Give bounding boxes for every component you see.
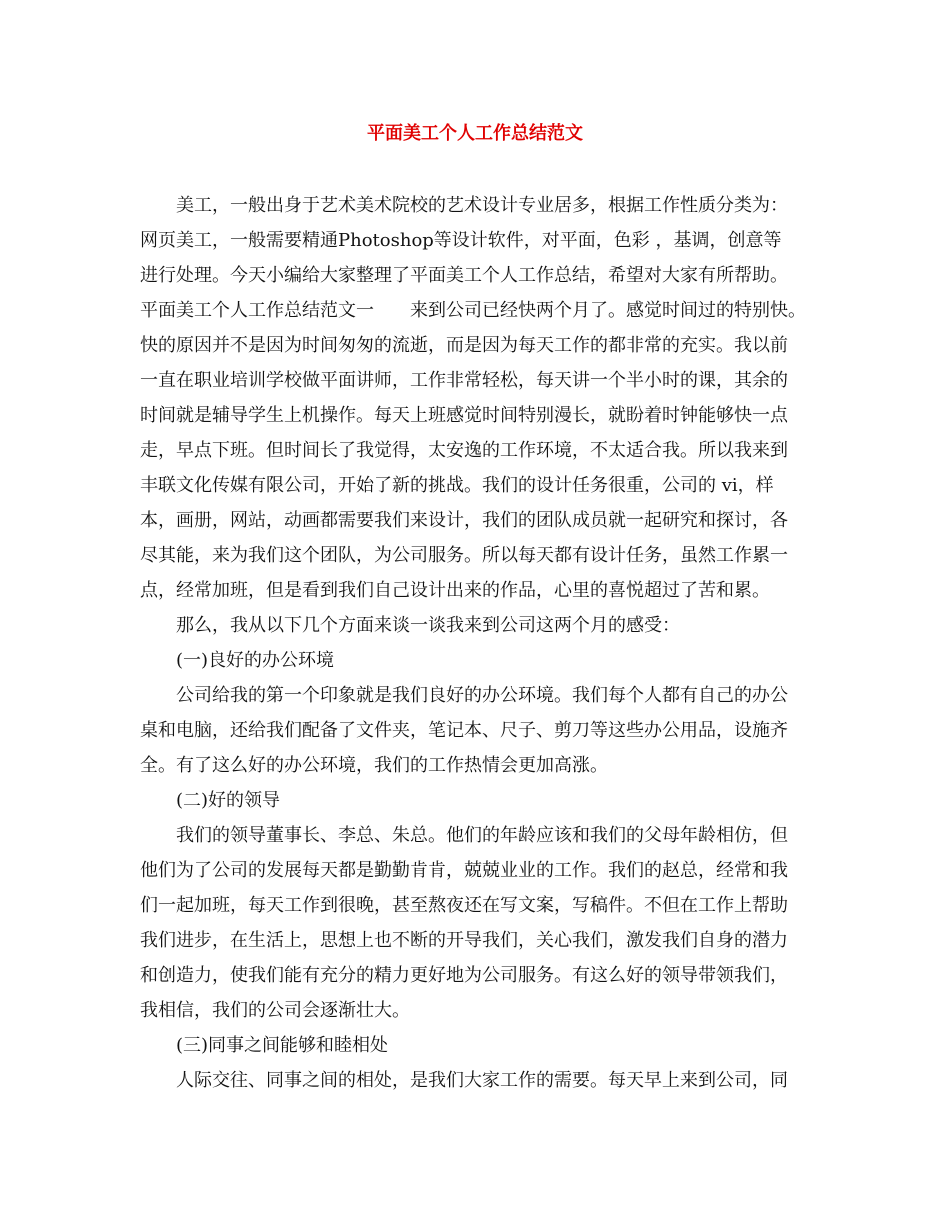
body-line: 丰联文化传媒有限公司，开始了新的挑战。我们的设计任务很重，公司的 vi，样	[140, 475, 774, 496]
body-line: 尽其能，来为我们这个团队，为公司服务。所以每天都有设计任务，虽然工作累一	[140, 545, 788, 566]
body-line: 那么，我从以下几个方面来谈一谈我来到公司这两个月的感受：	[176, 615, 680, 636]
body-line: 我们进步，在生活上，思想上也不断的开导我们，关心我们，激发我们自身的潜力	[140, 930, 788, 951]
body-line: 他们为了公司的发展每天都是勤勤肯肯，兢兢业业的工作。我们的赵总，经常和我	[140, 860, 788, 881]
body-line: 和创造力，使我们能有充分的精力更好地为公司服务。有这么好的领导带领我们，	[140, 965, 788, 986]
section-heading: (二)好的领导	[176, 790, 281, 811]
body-line: 我们的领导董事长、李总、朱总。他们的年龄应该和我们的父母年龄相仿，但	[176, 825, 788, 846]
body-line: 平面美工个人工作总结范文一 来到公司已经快两个月了。感觉时间过的特别快。	[140, 300, 806, 321]
body-line: 们一起加班，每天工作到很晚，甚至熬夜还在写文案，写稿件。不但在工作上帮助	[140, 895, 788, 916]
body-line: 人际交往、同事之间的相处，是我们大家工作的需要。每天早上来到公司，同	[176, 1070, 788, 1091]
body-line: 时间就是辅导学生上机操作。每天上班感觉时间特别漫长，就盼着时钟能够快一点	[140, 405, 788, 426]
body-line: 一直在职业培训学校做平面讲师，工作非常轻松，每天讲一个半小时的课，其余的	[140, 370, 788, 391]
body-line: 本，画册，网站，动画都需要我们来设计，我们的团队成员就一起研究和探讨，各	[140, 510, 788, 531]
body-line: 美工，一般出身于艺术美术院校的艺术设计专业居多，根据工作性质分类为：	[176, 195, 788, 216]
body-line: 公司给我的第一个印象就是我们良好的办公环境。我们每个人都有自己的办公	[176, 685, 788, 706]
body-line: 进行处理。今天小编给大家整理了平面美工个人工作总结，希望对大家有所帮助。	[140, 265, 788, 286]
section-heading: (三)同事之间能够和睦相处	[176, 1035, 389, 1056]
body-line: 点，经常加班，但是看到我们自己设计出来的作品，心里的喜悦超过了苦和累。	[140, 580, 770, 601]
body-line: 走，早点下班。但时间长了我觉得，太安逸的工作环境，不太适合我。所以我来到	[140, 440, 788, 461]
body-line: 我相信，我们的公司会逐渐壮大。	[140, 1000, 410, 1021]
body-line: 全。有了这么好的办公环境，我们的工作热情会更加高涨。	[140, 755, 608, 776]
document-title: 平面美工个人工作总结范文	[367, 123, 583, 144]
section-heading: (一)良好的办公环境	[176, 650, 335, 671]
body-line: 快的原因并不是因为时间匆匆的流逝，而是因为每天工作的都非常的充实。我以前	[140, 335, 788, 356]
document-body	[140, 188, 824, 1098]
body-line: 网页美工，一般需要精通Photoshop等设计软件，对平面，色彩 ，基调，创意等	[140, 230, 782, 251]
body-line: 桌和电脑，还给我们配备了文件夹，笔记本、尺子、剪刀等这些办公用品，设施齐	[140, 720, 788, 741]
